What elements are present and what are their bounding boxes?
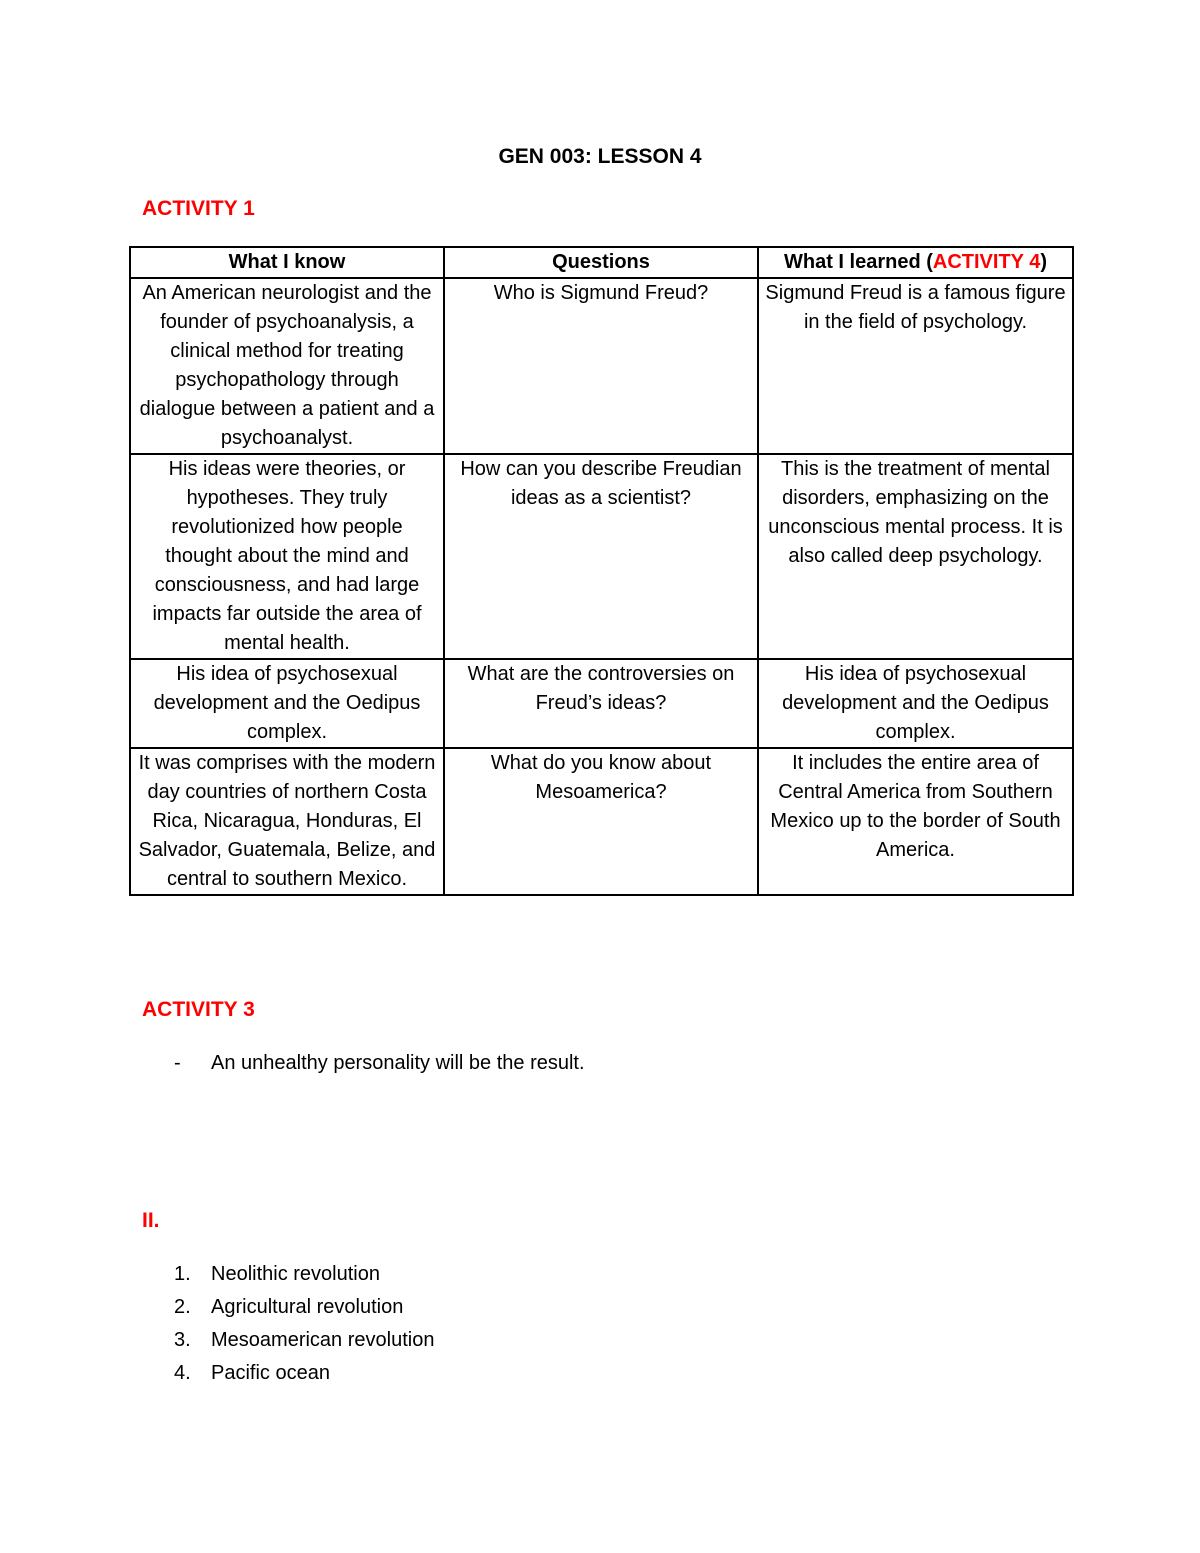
table-row: [130, 278, 1073, 454]
section-2-list: [174, 1258, 434, 1390]
cell-know: His ideas were theories, or hypotheses. They truly revolutionized how people thought about the mind and consciousness, and had large impacts far outside the area of mental health.: [130, 454, 444, 659]
header-questions: Questions: [444, 247, 758, 278]
list-item-text: Pacific ocean: [211, 1362, 330, 1384]
header-what-i-learned-suffix: ): [1040, 251, 1047, 273]
cell-know: It was comprises with the modern day countries of northern Costa Rica, Nicaragua, Honduras, El Salvador, Guatemala, Belize, and central to southern Mexico.: [130, 748, 444, 895]
page-title: GEN 003: LESSON 4: [498, 145, 702, 168]
cell-question: Who is Sigmund Freud?: [444, 278, 758, 454]
cell-question: What are the controversies on Freud’s ideas?: [444, 659, 758, 748]
activity-3-list: [174, 1049, 585, 1077]
list-item: [174, 1291, 434, 1324]
cell-know: His idea of psychosexual development and the Oedipus complex.: [130, 659, 444, 748]
list-item: [174, 1324, 434, 1357]
table-row: [130, 454, 1073, 659]
cell-question: What do you know about Mesoamerica?: [444, 748, 758, 895]
cell-learned: Sigmund Freud is a famous figure in the field of psychology.: [758, 278, 1073, 454]
list-item-text: Mesoamerican revolution: [211, 1329, 435, 1351]
header-what-i-learned-prefix: What I learned (: [783, 251, 933, 273]
cell-learned: This is the treatment of mental disorders, emphasizing on the unconscious mental process. It is also called deep psychology.: [758, 454, 1073, 659]
list-marker: 1.: [174, 1263, 191, 1285]
list-marker: 3.: [174, 1329, 191, 1351]
table-row: [130, 748, 1073, 895]
cell-learned: His idea of psychosexual development and the Oedipus complex.: [758, 659, 1073, 748]
table-row: [130, 659, 1073, 748]
activity-1-heading: ACTIVITY 1: [142, 197, 255, 220]
list-item-text: An unhealthy personality will be the result.: [211, 1052, 585, 1074]
table-header-row: [130, 247, 1073, 278]
list-marker: -: [174, 1052, 181, 1074]
list-item: [174, 1258, 434, 1291]
section-2-heading: II.: [142, 1209, 160, 1232]
cell-know: An American neurologist and the founder of psychoanalysis, a clinical method for treating psychopathology through dialogue between a patient and a psychoanalyst.: [130, 278, 444, 454]
header-activity-4-highlight: ACTIVITY 4: [932, 251, 1041, 273]
list-marker: 2.: [174, 1296, 191, 1318]
cell-question: How can you describe Freudian ideas as a scientist?: [444, 454, 758, 659]
list-item: [174, 1049, 585, 1077]
list-item-text: Neolithic revolution: [211, 1263, 380, 1285]
cell-learned: It includes the entire area of Central America from Southern Mexico up to the border of South America.: [758, 748, 1073, 895]
list-marker: 4.: [174, 1362, 191, 1384]
header-what-i-know: What I know: [130, 247, 444, 278]
kwl-table: [129, 246, 1074, 896]
list-item: [174, 1357, 434, 1390]
list-item-text: Agricultural revolution: [211, 1296, 404, 1318]
header-what-i-learned: [758, 247, 1073, 278]
activity-3-heading: ACTIVITY 3: [142, 998, 255, 1021]
